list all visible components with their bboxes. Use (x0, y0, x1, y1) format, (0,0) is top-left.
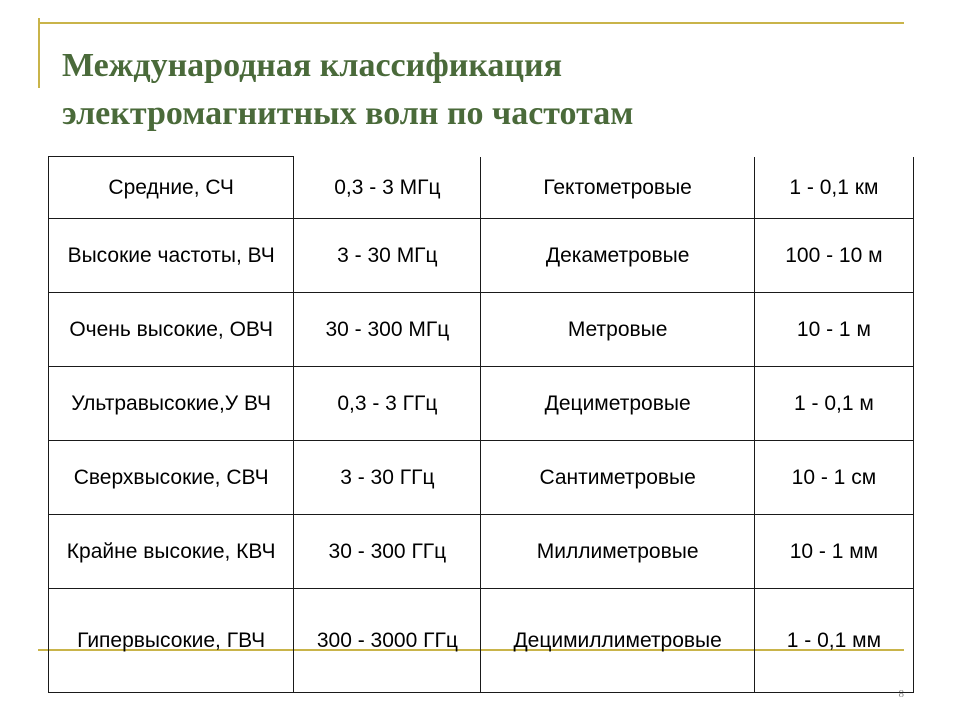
wavelength-cell: 10 - 1 мм (754, 515, 913, 589)
frequency-cell: 300 - 3000 ГГц (294, 589, 481, 693)
accent-vertical-line (38, 18, 40, 88)
band-cell: Крайне высокие, КВЧ (49, 515, 294, 589)
frequency-classification-table (48, 156, 914, 693)
wavelength-cell: 10 - 1 см (754, 441, 913, 515)
wave-name-cell: Миллиметровые (481, 515, 754, 589)
frequency-cell: 3 - 30 МГц (294, 219, 481, 293)
band-cell: Средние, СЧ (49, 157, 294, 219)
frequency-cell: 3 - 30 ГГц (294, 441, 481, 515)
wavelength-cell: 1 - 0,1 км (754, 157, 913, 219)
frequency-cell: 30 - 300 ГГц (294, 515, 481, 589)
table-row (49, 441, 914, 515)
frequency-cell: 30 - 300 МГц (294, 293, 481, 367)
band-cell: Ультравысокие,У ВЧ (49, 367, 294, 441)
table-row (49, 367, 914, 441)
wave-name-cell: Гектометровые (481, 157, 754, 219)
slide-title-line-2: электромагнитных волн по частотам (62, 95, 634, 132)
band-cell: Высокие частоты, ВЧ (49, 219, 294, 293)
band-cell: Гипервысокие, ГВЧ (49, 589, 294, 693)
wavelength-cell: 10 - 1 м (754, 293, 913, 367)
page-number: 8 (898, 688, 904, 700)
table-row (49, 293, 914, 367)
wave-name-cell: Метровые (481, 293, 754, 367)
wave-name-cell: Децимиллиметровые (481, 589, 754, 693)
slide-title-line-1: Международная классификация (62, 47, 562, 84)
wave-name-cell: Дециметровые (481, 367, 754, 441)
accent-top-line (38, 22, 904, 24)
wavelength-cell: 1 - 0,1 мм (754, 589, 913, 693)
table-row (49, 515, 914, 589)
slide-title (62, 42, 902, 138)
frequency-cell: 0,3 - 3 МГц (294, 157, 481, 219)
table-row (49, 589, 914, 693)
wavelength-cell: 100 - 10 м (754, 219, 913, 293)
table-row (49, 157, 914, 219)
frequency-cell: 0,3 - 3 ГГц (294, 367, 481, 441)
wavelength-cell: 1 - 0,1 м (754, 367, 913, 441)
band-cell: Сверхвысокие, СВЧ (49, 441, 294, 515)
wave-name-cell: Декаметровые (481, 219, 754, 293)
table-row (49, 219, 914, 293)
wave-name-cell: Сантиметровые (481, 441, 754, 515)
band-cell: Очень высокие, ОВЧ (49, 293, 294, 367)
